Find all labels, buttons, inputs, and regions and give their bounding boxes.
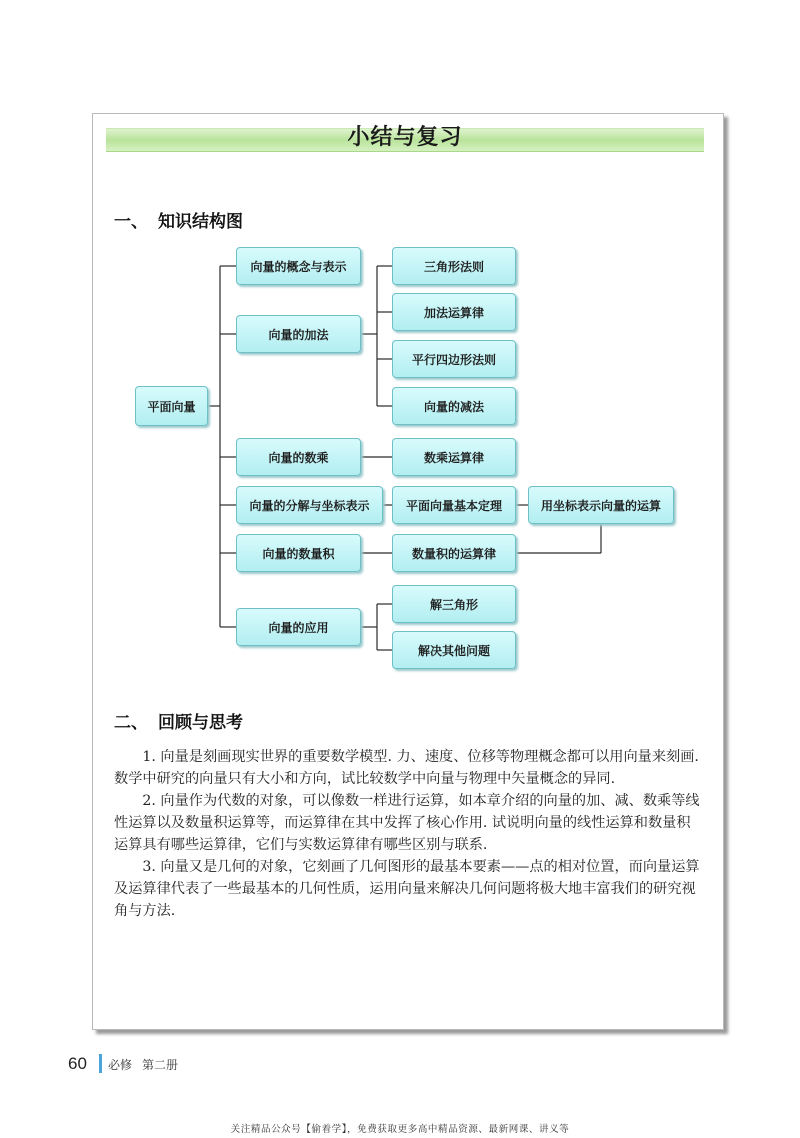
node-addition: 向量的加法	[236, 315, 361, 353]
node-scalar-mult: 向量的数乘	[236, 438, 361, 476]
section-title: 回顾与思考	[158, 713, 243, 733]
paragraph-2: 2. 向量作为代数的对象，可以像数一样进行运算，如本章介绍的向量的加、减、数乘等线性运算以及数量积运算等，而运算律在其中发挥了核心作用. 试说明向量的线性运算和数量积运算具有哪些运算律，它们与实数运算律有哪些区别与联系.	[114, 793, 700, 853]
review-paragraphs	[114, 746, 704, 922]
node-decomposition: 向量的分解与坐标表示	[236, 486, 383, 524]
book-label	[108, 1056, 178, 1073]
footer-accent-bar	[99, 1054, 102, 1073]
section-number: 一、	[114, 212, 148, 232]
paragraph-3: 3. 向量又是几何的对象，它刻画了几何图形的最基本要素——点的相对位置，而向量运算及运算律代表了一些最基本的几何性质，运用向量来解决几何问题将极大地丰富我们的研究视角与方法.	[114, 859, 700, 919]
node-other-problems: 解决其他问题	[392, 631, 516, 669]
node-coord-ops: 用坐标表示向量的运算	[528, 486, 674, 524]
node-subtraction: 向量的减法	[392, 387, 516, 425]
section-number: 二、	[114, 713, 148, 733]
book-name: 必修	[108, 1058, 133, 1072]
node-root: 平面向量	[135, 386, 208, 426]
node-solve-triangle: 解三角形	[392, 585, 516, 623]
node-triangle-rule: 三角形法则	[392, 247, 516, 285]
node-basic-theorem: 平面向量基本定理	[392, 486, 516, 524]
node-addition-laws: 加法运算律	[392, 293, 516, 331]
page-number: 60	[68, 1054, 87, 1073]
node-concept: 向量的概念与表示	[236, 247, 361, 285]
section-heading-review	[114, 708, 243, 733]
page-title: 小结与复习	[347, 125, 463, 150]
watermark-text: 关注精品公众号【偷着学】，免费获取更多高中精品资源、最新网课、讲义等	[230, 1124, 570, 1135]
book-volume: 第二册	[142, 1058, 179, 1072]
paragraph-1: 1. 向量是刻画现实世界的重要数学模型. 力、速度、位移等物理概念都可以用向量来刻画. 数学中研究的向量只有大小和方向，试比较数学中向量与物理中矢量概念的异同.	[114, 749, 699, 787]
node-dot-product: 向量的数量积	[236, 534, 361, 572]
section-title: 知识结构图	[158, 212, 243, 232]
node-parallelogram-rule: 平行四边形法则	[392, 340, 516, 378]
node-applications: 向量的应用	[236, 608, 361, 646]
node-scalar-laws: 数乘运算律	[392, 438, 516, 476]
node-dot-laws: 数量积的运算律	[392, 534, 516, 572]
